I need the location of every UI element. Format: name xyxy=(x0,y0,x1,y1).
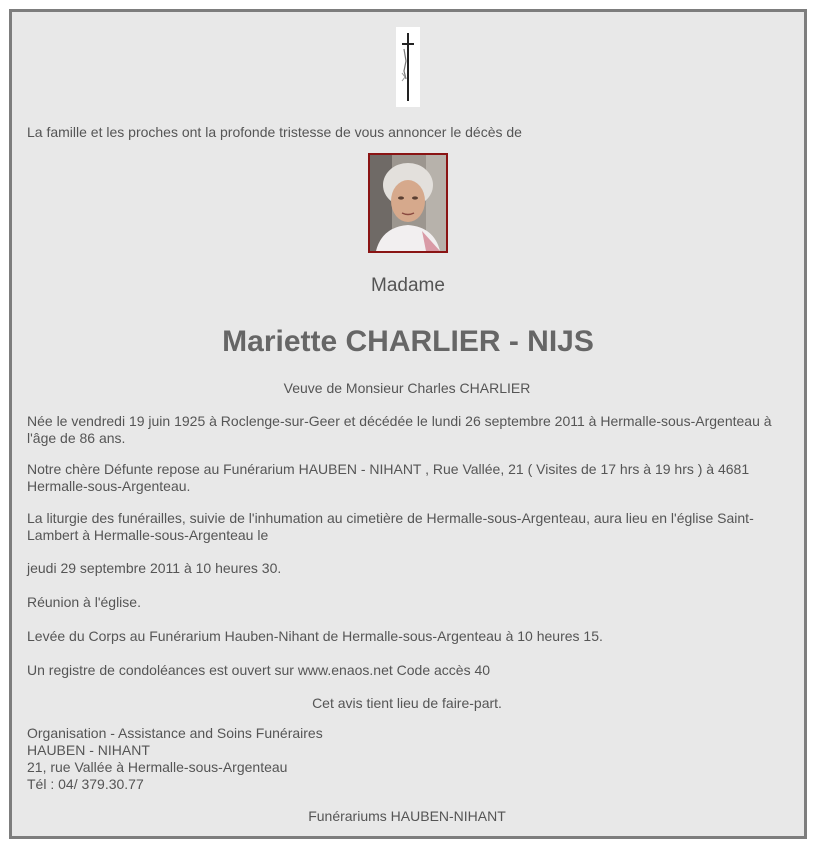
obituary-card xyxy=(9,9,807,839)
reunion-text: Réunion à l'église. xyxy=(27,594,141,610)
organisation-phone: Tél : 04/ 379.30.77 xyxy=(27,776,144,792)
widow-line: Veuve de Monsieur Charles CHARLIER xyxy=(283,380,531,396)
birth-death-text: Née le vendredi 19 juin 1925 à Roclenge-sur-Geer et décédée le lundi 26 septembre 2011 à Hermalle-sous-Argenteau à l'âge de 86 ans. xyxy=(27,413,772,446)
organisation-block xyxy=(27,725,787,793)
registry-text: Un registre de condoléances est ouvert sur www.enaos.net Code accès 40 xyxy=(27,662,491,678)
crucifix-icon xyxy=(396,27,420,107)
portrait-photo xyxy=(368,153,448,253)
funeral-date: jeudi 29 septembre 2011 à 10 heures 30. xyxy=(27,560,282,576)
organisation-line-2: HAUBEN - NIHANT xyxy=(27,742,150,758)
deceased-name: Mariette CHARLIER - NIJS xyxy=(222,325,594,358)
liturgy-text: La liturgie des funérailles, suivie de l'inhumation au cimetière de Hermalle-sous-Argenteau, aura lieu en l'église Saint-Lambert à Hermalle-sous-Argenteau le xyxy=(27,510,754,543)
footer-text: Funérariums HAUBEN-NIHANT xyxy=(308,808,506,824)
organisation-line-1: Organisation - Assistance and Soins Funéraires xyxy=(27,725,323,741)
notice-text: Cet avis tient lieu de faire-part. xyxy=(312,695,502,711)
repose-text: Notre chère Défunte repose au Funérarium HAUBEN - NIHANT , Rue Vallée, 21 ( Visites de 17 hrs à 19 hrs ) à 4681 Hermalle-sous-Argenteau. xyxy=(27,461,750,494)
organisation-line-3: 21, rue Vallée à Hermalle-sous-Argenteau xyxy=(27,759,288,775)
levee-text: Levée du Corps au Funérarium Hauben-Nihant de Hermalle-sous-Argenteau à 10 heures 15. xyxy=(27,628,603,644)
title-madame: Madame xyxy=(371,275,445,296)
intro-text: La famille et les proches ont la profonde tristesse de vous annoncer le décès de xyxy=(27,124,522,140)
